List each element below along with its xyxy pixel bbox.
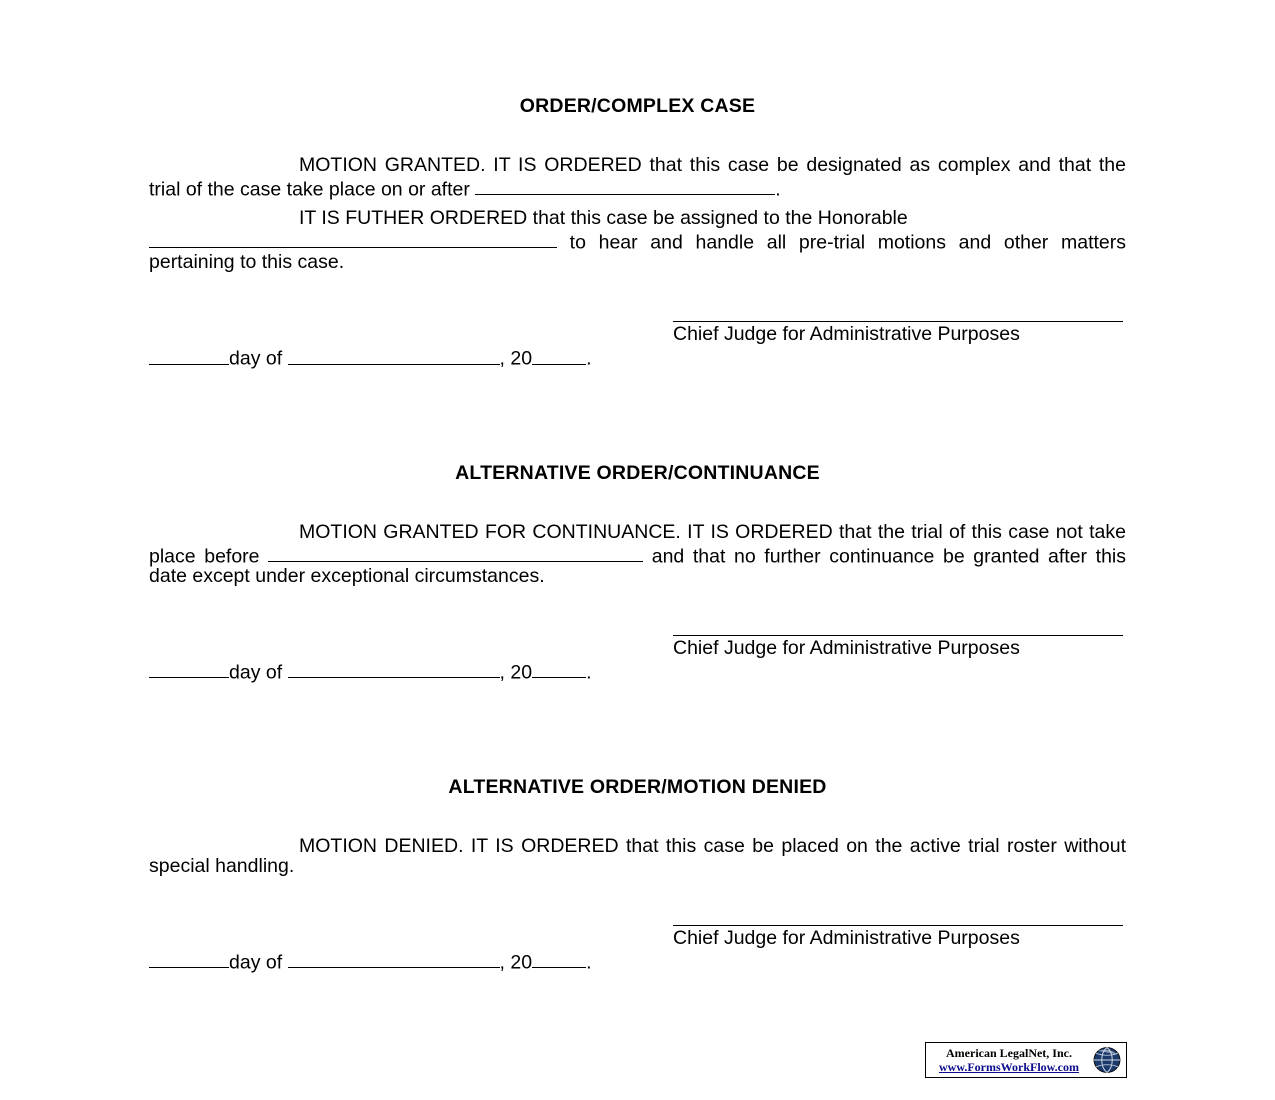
footer-text xyxy=(934,1046,1084,1074)
signature-block-2 xyxy=(149,635,1126,705)
section-title-alternative-order-motion-denied: ALTERNATIVE ORDER/MOTION DENIED xyxy=(448,775,827,798)
month-blank[interactable] xyxy=(288,659,500,679)
signature-block-1 xyxy=(149,321,1126,391)
signature-label: Chief Judge for Administrative Purposes xyxy=(673,323,1020,346)
month-blank[interactable] xyxy=(288,949,500,969)
signature-label: Chief Judge for Administrative Purposes xyxy=(673,636,1020,659)
paragraph-further-ordered xyxy=(149,209,1126,273)
signature-line[interactable] xyxy=(673,635,1123,636)
date-suffix: . xyxy=(586,951,592,974)
section-title-alternative-order-continuance: ALTERNATIVE ORDER/CONTINUANCE xyxy=(455,462,820,485)
continuance-date-blank[interactable] xyxy=(268,543,643,563)
date-suffix: . xyxy=(586,661,592,684)
signature-line[interactable] xyxy=(673,925,1123,926)
date-comma: , 20 xyxy=(499,951,533,974)
document-content xyxy=(149,0,1126,995)
continuance-text-2: and that no further continuance be granted after this date except under exceptional circumstances. xyxy=(149,545,1126,588)
date-prefix: day of xyxy=(229,951,288,974)
footer-company: American LegalNet, Inc. xyxy=(946,1046,1072,1060)
globe-logo-icon xyxy=(1092,1046,1122,1074)
further-ordered-text-1: IT IS FUTHER ORDERED that this case be assigned to the Honorable xyxy=(299,207,908,230)
motion-granted-text-2: . xyxy=(775,178,781,201)
date-comma: , 20 xyxy=(499,347,533,370)
date-prefix: day of xyxy=(229,661,288,684)
date-prefix: day of xyxy=(229,347,288,370)
month-blank[interactable] xyxy=(288,345,500,365)
trial-date-blank[interactable] xyxy=(475,176,775,196)
year-blank[interactable] xyxy=(532,949,586,969)
signature-block-3 xyxy=(149,925,1126,995)
signature-label: Chief Judge for Administrative Purposes xyxy=(673,926,1020,949)
continuance-text-1: MOTION GRANTED FOR CONTINUANCE. IT IS ORDERED that the trial of this case not take place before xyxy=(149,521,1126,568)
date-suffix: . xyxy=(586,347,592,370)
year-blank[interactable] xyxy=(532,345,586,365)
signature-line[interactable] xyxy=(673,321,1123,322)
date-line xyxy=(149,345,592,371)
section-title-order-complex-case: ORDER/COMPLEX CASE xyxy=(519,95,756,117)
date-line xyxy=(149,949,592,975)
further-ordered-text-2: to hear and handle all pre-trial motions and other matters pertaining to this case. xyxy=(149,231,1126,274)
motion-denied-text: MOTION DENIED. IT IS ORDERED that this case be placed on the active trial roster without special handling. xyxy=(149,834,1126,877)
footer-url[interactable]: www.FormsWorkFlow.com xyxy=(939,1060,1079,1074)
judge-name-blank[interactable] xyxy=(149,229,557,249)
day-blank[interactable] xyxy=(149,345,229,365)
footer-badge xyxy=(925,1042,1127,1078)
day-blank[interactable] xyxy=(149,659,229,679)
day-blank[interactable] xyxy=(149,949,229,969)
date-line xyxy=(149,659,592,685)
year-blank[interactable] xyxy=(532,659,586,679)
motion-granted-text-1: MOTION GRANTED. IT IS ORDERED that this case be designated as complex and that the trial of the case take place on or after xyxy=(149,154,1126,201)
paragraph-motion-denied xyxy=(149,834,1126,877)
date-comma: , 20 xyxy=(499,661,533,684)
paragraph-motion-granted-continuance xyxy=(149,523,1126,587)
paragraph-motion-granted xyxy=(149,156,1126,200)
